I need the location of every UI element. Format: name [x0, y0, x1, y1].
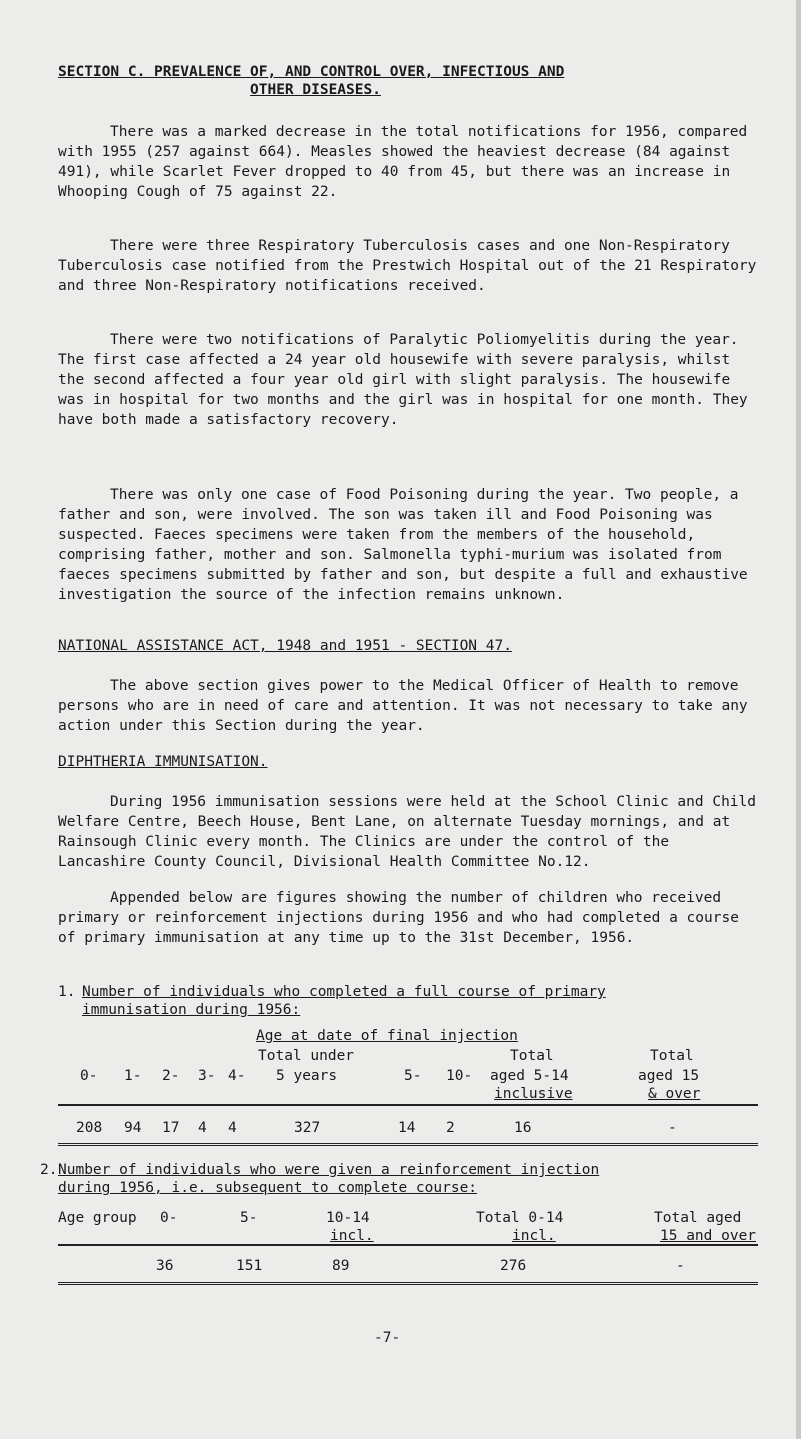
table1-col-total-5-14-l2: aged 5-14 [490, 1068, 569, 1084]
table1-col-total-under-l2: 5 years [276, 1068, 338, 1084]
table1-col-total-15-l3: & over [648, 1086, 701, 1102]
table1-number: 1. [58, 984, 76, 1000]
table2-col-total-0-14-l2: incl. [512, 1228, 556, 1244]
table1-value-10: 2 [446, 1120, 455, 1136]
table2-col-total-15: Total aged [654, 1210, 742, 1226]
table1-col-age-0: 0- [80, 1068, 98, 1084]
paragraph-food-poisoning: There was only one case of Food Poisoning during the year. Two people, a father and son, were involved. The son was taken ill and Food Poisoning was suspected. Faeces specimens were taken from the members of the household, comprising father, mother and son. Salmonella typhi-murium was isolated from faeces specimens submitted by father and son, but despite a full and exhaustive investigation the source of the infection remains unknown. [58, 487, 748, 603]
table2-title: Number of individuals who were given a reinforcement injection [58, 1162, 600, 1178]
table1-col-age-3: 3- [198, 1068, 216, 1084]
table1-value-age-3: 4 [198, 1120, 207, 1136]
table1-subheading: Age at date of final injection [256, 1028, 518, 1044]
table2-col-total-15-l2: 15 and over [660, 1228, 757, 1244]
table1-value-age-1: 94 [124, 1120, 142, 1136]
national-assistance-paragraph: The above section gives power to the Medical Officer of Health to remove persons who are in need of care and attention. It was not necessary to take any action under this Section during the year. [58, 678, 748, 734]
scan-edge [796, 0, 801, 1439]
table1-col-age-2: 2- [162, 1068, 180, 1084]
table2-col-total-0-14: Total 0-14 [476, 1210, 564, 1226]
table1-col-10: 10- [446, 1068, 473, 1084]
section-title: SECTION C. PREVALENCE OF, AND CONTROL OVER, INFECTIOUS AND [58, 64, 565, 80]
table1-col-total-under: Total under [258, 1048, 355, 1064]
table1-col-total-15-l2: aged 15 [638, 1068, 700, 1084]
table2-title-line2: during 1956, i.e. subsequent to complete course: [58, 1180, 478, 1196]
table2-col-0: 0- [160, 1210, 178, 1226]
table1-value-total-5-14: 16 [514, 1120, 532, 1136]
table2-value-total-0-14: 276 [500, 1258, 527, 1274]
table2-value-10-14: 89 [332, 1258, 350, 1274]
table1-col-total-15: Total [650, 1048, 694, 1064]
table1-value-age-0: 208 [76, 1120, 103, 1136]
table1-value-total-15: - [668, 1120, 677, 1136]
table2-col-10-14-l2: incl. [330, 1228, 374, 1244]
table1-value-total-under: 327 [294, 1120, 321, 1136]
table1-title: Number of individuals who completed a full course of primary [82, 984, 606, 1000]
page-number: -7- [374, 1330, 401, 1346]
table2-value-0: 36 [156, 1258, 174, 1274]
table2-value-5: 151 [236, 1258, 263, 1274]
table1-col-age-4: 4- [228, 1068, 246, 1084]
table2-header-rule [58, 1244, 758, 1246]
table2-age-group-label: Age group [58, 1210, 137, 1226]
section-title-line2: OTHER DISEASES. [250, 82, 381, 98]
table1-value-5: 14 [398, 1120, 416, 1136]
table1-bottom-rule [58, 1143, 758, 1146]
paragraph-poliomyelitis: There were two notifications of Paralytic Poliomyelitis during the year. The first case affected a 24 year old housewife with severe paralysis, whilst the second affected a four year old girl with slight paralysis. The housewife was in hospital for two months and the girl was in hospital for one month. They have both made a satisfactory recovery. [58, 332, 748, 428]
paragraph-tuberculosis: There were three Respiratory Tuberculosis cases and one Non-Respiratory Tuberculosis case notified from the Prestwich Hospital out of the 21 Respiratory and three Non-Respiratory notifications received. [58, 238, 757, 294]
table1-header-rule [58, 1104, 758, 1106]
paragraph-notifications: There was a marked decrease in the total notifications for 1956, compared with 1955 (257 against 664). Measles showed the heaviest decrease (84 against 491), while Scarlet Fever dropped to 40 from 45, but there was an increase in Whooping Cough of 75 against 22. [58, 124, 748, 200]
national-assistance-heading: NATIONAL ASSISTANCE ACT, 1948 and 1951 - SECTION 47. [58, 638, 512, 654]
table1-title-line2: immunisation during 1956: [82, 1002, 301, 1018]
table2-col-10-14: 10-14 [326, 1210, 370, 1226]
table2-value-total-15: - [676, 1258, 685, 1274]
diphtheria-heading: DIPHTHERIA IMMUNISATION. [58, 754, 268, 770]
diphtheria-paragraph-1: During 1956 immunisation sessions were held at the School Clinic and Child Welfare Centre, Beech House, Bent Lane, on alternate Tuesday mornings, and at Rainsough Clinic every month. The Clinics are under the control of the Lancashire County Council, Divisional Health Committee No.12. [58, 794, 757, 870]
table1-col-age-1: 1- [124, 1068, 142, 1084]
diphtheria-paragraph-2: Appended below are figures showing the number of children who received primary or reinforcement injections during 1956 and who had completed a course of primary immunisation at any time up to the 31st December, 1956. [58, 890, 739, 946]
table1-value-age-4: 4 [228, 1120, 237, 1136]
table1-col-total-5-14: Total [510, 1048, 554, 1064]
table1-value-age-2: 17 [162, 1120, 180, 1136]
table1-col-5: 5- [404, 1068, 422, 1084]
table2-bottom-rule [58, 1282, 758, 1285]
table2-col-5: 5- [240, 1210, 258, 1226]
table2-number: 2. [40, 1162, 58, 1178]
table1-col-total-5-14-l3: inclusive [494, 1086, 573, 1102]
